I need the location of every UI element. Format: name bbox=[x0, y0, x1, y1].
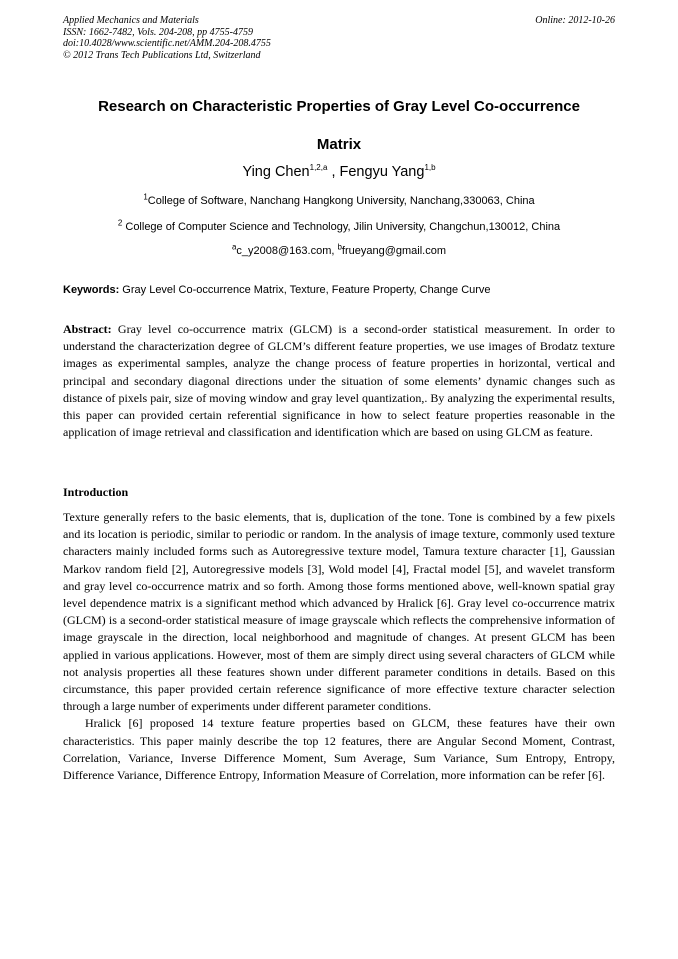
author-1-name: Ying Chen bbox=[242, 164, 310, 180]
author-separator: , bbox=[327, 164, 340, 180]
online-date: Online: 2012-10-26 bbox=[535, 15, 615, 26]
abstract-text: Gray level co-occurrence matrix (GLCM) is a second-order statistical measurement. In order to understand the characterization degree of GLCM’s different feature properties, we use images of Brodatz texture images as experimental samples, analyze the change process of feature properties in horizontal, vertical and principal and secondary diagonal directions under the situation of some elements’ dynamic changes such as distance of pixels pair, size of moving window and gray level quantization,. By analyzing the experimental results, this paper can provided certain referential significance in how to select feature properties reasonable in the application of image retrieval and classification and identification which are based on using GLCM as feature. bbox=[63, 322, 615, 440]
paper-title bbox=[63, 88, 615, 164]
affiliation-2 bbox=[63, 218, 615, 233]
keywords-label: Keywords: bbox=[63, 284, 120, 296]
author-list bbox=[63, 164, 615, 180]
issn-line: ISSN: 1662-7482, Vols. 204-208, pp 4755-4759 bbox=[63, 26, 253, 38]
email-1: c_y2008@163.com, bbox=[236, 245, 338, 257]
journal-header bbox=[63, 15, 615, 61]
abstract-label: Abstract: bbox=[63, 322, 112, 336]
email-2-superscript: b bbox=[337, 242, 342, 252]
introduction-paragraph-2: Hralick [6] proposed 14 texture feature properties based on GLCM, these features have their own characteristics. This paper mainly describe the top 12 features, there are Angular Second Moment, Contrast, Correlation, Variance, Inverse Difference Moment, Sum Average, Sum Variance, Sum Entropy, Entropy, Difference Variance, Difference Entropy, Information Measure of Correlation, more information can be refer [6]. bbox=[63, 716, 615, 783]
affiliation-1 bbox=[63, 192, 615, 207]
abstract bbox=[63, 321, 615, 441]
author-2-superscript: 1,b bbox=[424, 163, 436, 173]
author-1-superscript: 1,2,a bbox=[309, 163, 328, 173]
journal-name: Applied Mechanics and Materials bbox=[63, 15, 199, 26]
affiliation-1-superscript: 1 bbox=[143, 192, 148, 202]
author-emails bbox=[63, 242, 615, 257]
copyright-line: © 2012 Trans Tech Publications Ltd, Switzerland bbox=[63, 49, 261, 61]
keywords bbox=[63, 284, 615, 296]
author-2-name: Fengyu Yang bbox=[339, 164, 425, 180]
email-1-superscript: a bbox=[231, 242, 237, 252]
keywords-text: Gray Level Co-occurrence Matrix, Texture, Feature Property, Change Curve bbox=[119, 284, 491, 296]
title-line-1: Research on Characteristic Properties of Gray Level Co-occurrence bbox=[98, 98, 580, 115]
introduction-heading: Introduction bbox=[63, 485, 129, 499]
affiliation-2-superscript: 2 bbox=[117, 218, 123, 228]
title-line-2: Matrix bbox=[316, 136, 362, 153]
doi-line: doi:10.4028/www.scientific.net/AMM.204-208.4755 bbox=[63, 38, 271, 49]
introduction-paragraph-1: Texture generally refers to the basic elements, that is, duplication of the tone. Tone is combined by a few pixels and its location is periodic, similar to periodic or random. In the analysis of image texture, commonly used texture characters mainly included forms such as Autoregressive texture model, Tamura texture character [1], Gaussian Markov random field [2], Autoregressive models [3], Wold model [4], Fractal model [5], and wavelet transform and gray level co-occurrence matrix and so forth. Among those forms mentioned above, well-known spatial gray level dependence matrix is a significant method which advanced by Hralick [6]. Gray level co-occurrence matrix (GLCM) is a second-order statistical measure of image grayscale which reflects the comprehensive information of image grayscale in the direction, local neighborhood and magnitude of changes. At present GLCM has been applied in various applications. However, most of them are simply direct using several characters of GLCM while not analysis properties all these features shown under different parameter conditions in details. Based on this circumstance, this paper provided certain reference significance of more effective texture character selection through a large number of experiments under different parameter conditions. bbox=[63, 510, 615, 714]
affiliation-1-text: College of Software, Nanchang Hangkong University, Nanchang,330063, China bbox=[147, 195, 535, 207]
affiliation-2-text: College of Computer Science and Technology, Jilin University, Changchun,130012, China bbox=[122, 221, 561, 233]
introduction-body bbox=[63, 509, 615, 784]
email-2: frueyang@gmail.com bbox=[341, 245, 447, 257]
